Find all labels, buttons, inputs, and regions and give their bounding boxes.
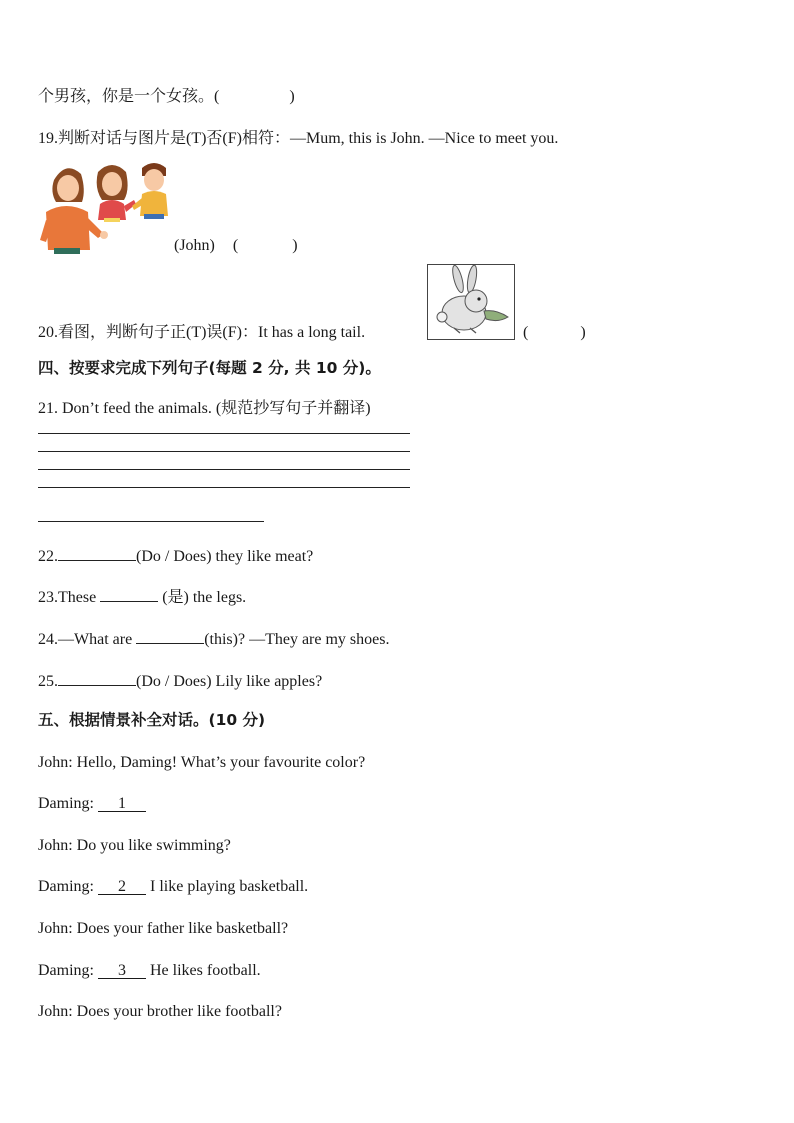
writing-line [38, 487, 410, 488]
family-illustration [36, 160, 176, 255]
q18-continuation [38, 87, 295, 107]
writing-line [38, 451, 410, 452]
q21-question: 21. Don’t feed the animals. (规范抄写句子并翻译) [38, 400, 371, 417]
dialogue-text: Do you like swimming? [76, 837, 231, 854]
q24-question [38, 628, 389, 650]
dialogue-line [38, 919, 288, 939]
section5-title: 五、根据情景补全对话。(10 分) [38, 711, 266, 729]
q25-text: (Do / Does) Lily like apples? [136, 673, 323, 690]
dialogue-line [38, 961, 261, 981]
writing-line [38, 433, 410, 434]
rabbit-icon [428, 265, 514, 339]
q20-close-paren: ) [580, 324, 586, 341]
q22-number: 22. [38, 548, 58, 565]
speaker-label: Daming: [38, 962, 94, 979]
answer-blank-1[interactable]: 1 [118, 795, 126, 812]
q22-question [38, 545, 313, 567]
q22-text: (Do / Does) they like meat? [136, 548, 314, 565]
q23-text: (是) the legs. [162, 589, 247, 606]
speaker-label: John: [38, 837, 73, 854]
q20-answer-parens [523, 323, 586, 343]
q19-close-paren: ) [292, 237, 298, 254]
q23-question [38, 586, 246, 608]
dialogue-text: Does your brother like football? [76, 1003, 282, 1020]
q25-answer-blank[interactable] [58, 670, 136, 686]
q24-answer-blank[interactable] [136, 628, 204, 644]
q25-number: 25. [38, 673, 58, 690]
answer-blank-3[interactable]: 3 [118, 962, 126, 979]
answer-blank-2[interactable]: 2 [118, 878, 126, 895]
speaker-label: John: [38, 1003, 73, 1020]
dialogue-line [38, 794, 146, 814]
translation-line [38, 521, 264, 522]
q23-prefix: 23.These [38, 589, 97, 606]
dialogue-line [38, 836, 231, 856]
q24-text: (this)? —They are my shoes. [204, 631, 390, 648]
q20-question: 20.看图，判断句子正(T)误(F)：It has a long tail. [38, 324, 366, 341]
speaker-label: Daming: [38, 878, 94, 895]
speaker-label: John: [38, 754, 73, 771]
q18-text: 个男孩，你是一个女孩。( [38, 88, 220, 105]
q19-open-paren: ( [232, 237, 239, 254]
dialogue-text: Does your father like basketball? [76, 920, 289, 937]
q19-answer-line [174, 236, 298, 256]
q23-answer-blank[interactable] [100, 586, 158, 602]
dialogue-text: He likes football. [150, 962, 261, 979]
q22-answer-blank[interactable] [58, 545, 136, 561]
q24-prefix: 24.—What are [38, 631, 133, 648]
speaker-label: John: [38, 920, 73, 937]
dialogue-line [38, 1002, 282, 1022]
dialogue-text: I like playing basketball. [150, 878, 309, 895]
q19-label: (John) [174, 237, 215, 254]
section4-title: 四、按要求完成下列句子(每题 2 分, 共 10 分)。 [38, 359, 381, 377]
q19-question: 19.判断对话与图片是(T)否(F)相符：—Mum, this is John. —Nice to meet you. [38, 130, 559, 147]
dialogue-line [38, 877, 308, 897]
dialogue-line [38, 753, 365, 773]
q25-question [38, 670, 322, 692]
rabbit-picture [427, 264, 515, 340]
speaker-label: Daming: [38, 795, 94, 812]
dialogue-text: Hello, Daming! What’s your favourite color? [76, 754, 366, 771]
q20-open-paren: ( [523, 324, 529, 341]
q18-close-paren: ) [289, 88, 295, 105]
writing-line [38, 469, 410, 470]
